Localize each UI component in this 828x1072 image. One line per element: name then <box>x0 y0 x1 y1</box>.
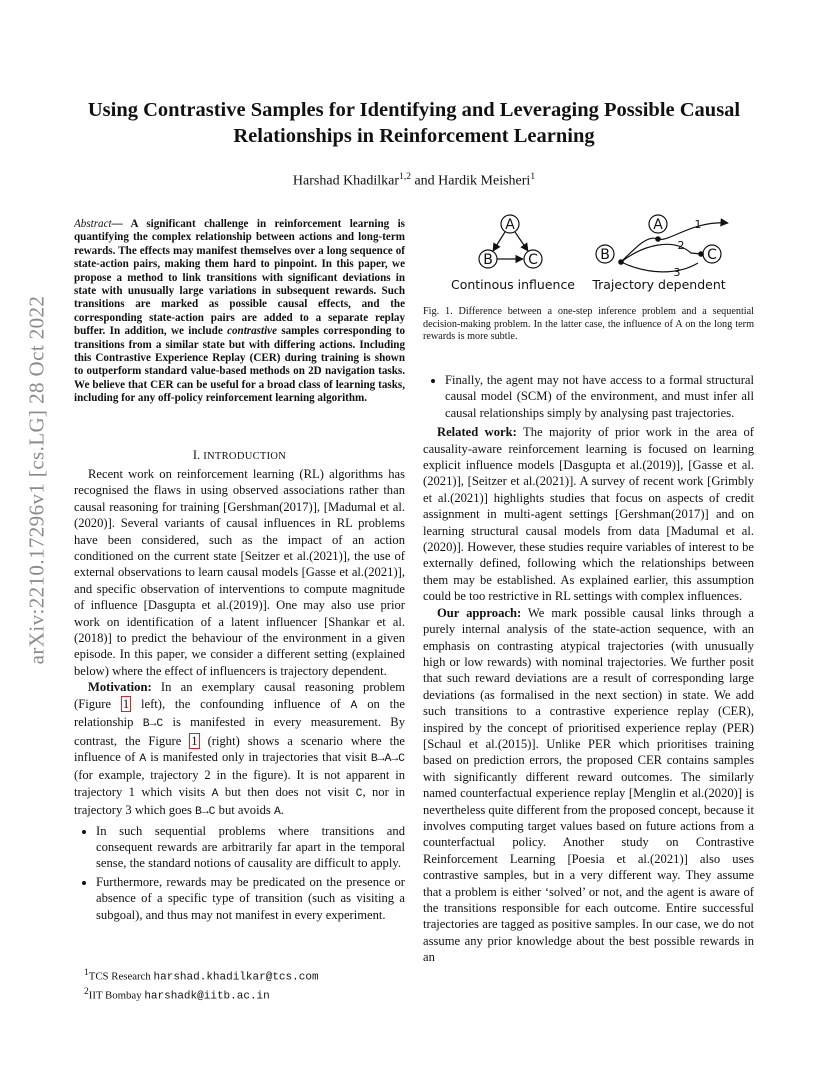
author-line <box>0 172 828 190</box>
intro-paragraph: Recent work on reinforcement learning (RL) algorithms has recognised the flaws in using observed associations rather than causal reasoning for training [Gershman(2017)], [Madumal et al.(2020)]. Several variants of causal influences in RL problems have been considered, such as the impact of an action conditioned on the current state [Seitzer et al.(2021)], the use of external observations to learn causal models [Gasse et al.(2021)], and specific observation of interventions to compute magnitude of influence [Dasgupta et al.(2019)]. One may also use prior work on identification of a latent influencer [Shankar et al.(2018)] to predict the behaviour of the environment in a given episode. In this paper, we consider a different setting (explained below) where the effect of influencers is trajectory dependent. <box>74 467 405 678</box>
left-column-body <box>74 466 405 925</box>
abstract-text: — A significant challenge in reinforcement learning is quantifying the complex relationship between actions and long-term rewards. The effects may manifest themselves over a long sequence of state-action pairs, making them hard to pinpoint. In this paper, we propose a method to link transitions with significant deviations in state with unusually large variations in subsequent rewards. Such transitions are marked as possible causal effects, and the corresponding state-action pairs are added to a separate replay buffer. In addition, we include <box>74 218 405 338</box>
email-link[interactable]: harshad.khadilkar@tcs.com <box>153 971 319 984</box>
footnotes <box>84 966 319 1003</box>
list-item: • In such sequential problems where transitions and consequent rewards are arbitrarily far apart in the temporal sense, the standard notions of causality are difficult to apply. <box>96 823 405 872</box>
node-label: C <box>707 247 717 263</box>
trajectory-label: 1 <box>694 218 702 231</box>
our-approach-label: Our approach: <box>437 605 522 620</box>
author-conjunction: and <box>410 173 439 189</box>
abstract <box>74 218 405 406</box>
figure-1-diagram <box>423 205 763 300</box>
figure-right-label: Trajectory dependent <box>592 277 726 292</box>
arxiv-stamp <box>24 290 50 670</box>
section-heading-introduction <box>74 448 405 463</box>
footnote-1: $^1$TCS Research harshad.khadilkar@tcs.com <box>84 968 319 984</box>
node-label: B <box>600 247 610 263</box>
trajectory-label: 3 <box>673 266 681 279</box>
node-label: C <box>528 252 538 268</box>
our-approach-paragraph: Our approach: We mark possible causal links through a purely internal analysis of the state-action sequence, with an emphasis on contrasting atypical trajectories (with unusually high or low rewards) with nominal trajectories. We further posit that such reward deviations are a result of corresponding large deviations (as formalised in the next section) in state. We add such transitions to a contrastive experience replay (CER), inspired by the concept of prioritised experience replay (PER) [Schaul et al.(2015)]. Unlike PER which prioritises training based on prediction errors, the proposed CER contains samples with significantly different reward outcomes. The similarly named counterfactual experience replay [Menglin et al.(2020)] is nevertheless quite different from the proposed concept, because it involves computing target values based on future actions from a counterfactual policy. Another study on Contrastive Reinforcement Learning [Poesia et al.(2021)] also uses contrastive samples, but in a very different way. They assume that a problem is either ‘solved’ or not, and the agent is aware of the transitions responsible for each outcome. Entire successful trajectories are tagged as positive samples. In our case, we do not assume any prior knowledge about the best possible rewards in an <box>423 605 754 965</box>
figure-left-label: Continous influence <box>450 277 576 292</box>
figure-caption: Fig. 1. Difference between a one-step inference problem and a sequential decision-making problem. In the latter case, the influence of A on the long term rewards is more subtle. <box>423 306 754 343</box>
arxiv-stamp-text: arXiv:2210.17296v1 [cs.LG] 28 Oct 2022 <box>24 295 49 665</box>
email-link[interactable]: harshadk@iitb.ac.in <box>144 990 270 1003</box>
figure-reference-link[interactable]: 1 <box>122 696 130 711</box>
right-column-body <box>423 372 754 966</box>
author-2-affiliation: 1 <box>530 172 536 182</box>
abstract-emphasis: contrastive <box>227 325 277 338</box>
abstract-lead: Abstract <box>74 218 112 230</box>
author-1-affiliation: 1,2 <box>399 172 411 182</box>
list-item: • Finally, the agent may not have access to a formal structural causal model (SCM) of the environment, and must infer all causal relationships simply by analysing past trajectories. <box>445 372 754 421</box>
node-label: B <box>483 252 493 268</box>
related-work-paragraph: Related work: The majority of prior work in the area of causality-aware reinforcement learning is focused on learning explicit influence models [Dasgupta et al.(2019)], [Gasse et al.(2021)], [Seitzer et al.(2021)]. A survey of recent work [Grimbly et al.(2021)] highlights studies that focus on aspects of credit assignment in multi-agent settings [Gershman(2017)] and on learning structural causal models from data [Madumal et al.(2020)]. However, these studies require variables of interest to be externally defined, following which the relationships between them may be established. As explained earlier, this assumption could be too restrictive in RL settings with complex influences. <box>423 425 754 604</box>
related-work-label: Related work: <box>437 425 517 440</box>
node-label: A <box>505 217 515 233</box>
author-1: Harshad Khadilkar <box>292 173 400 189</box>
right-bullet-list <box>423 372 754 421</box>
trajectory-label: 2 <box>677 239 685 252</box>
motivation-paragraph: Motivation: In an exemplary causal reasoning problem (Figure 1 left), the confounding influence of A on the relationship B→C is manifested in every measurement. By contrast, the Figure 1 (right) shows a scenario where the influence of A is manifested only in trajectories that visit B→A→C (for example, trajectory 2 in the figure). It is not apparent in trajectory 1 which visits A but then does not visit C, nor in trajectory 3 which goes B→C but avoids A. <box>74 680 406 819</box>
section-number: I. <box>192 448 204 462</box>
footnote-2: $^2$IIT Bombay harshadk@iitb.ac.in <box>84 986 270 1003</box>
node-label: A <box>653 217 663 233</box>
figure-reference-link[interactable]: 1 <box>191 733 198 748</box>
motivation-label: Motivation: <box>88 680 152 695</box>
left-bullet-list <box>74 823 405 923</box>
section-title: INTRODUCTION <box>203 451 287 462</box>
abstract-text-2: samples corresponding to transitions from a similar state but with differing actions. Including this Contrastive Experience Replay (CER) during training is shown to outperform standard value-based methods on 2D navigation tasks. We believe that CER can be useful for a broad class of learning tasks, including for any off-policy reinforcement learning algorithm. <box>74 325 405 405</box>
author-2: Hardik Meisheri <box>438 173 531 189</box>
paper-title: Using Contrastive Samples for Identifying and Leveraging Possible Causal Relationships in Reinforcement Learning <box>87 99 741 147</box>
list-item: • Furthermore, rewards may be predicated on the presence or absence of a specific type of transition (such as visiting a subgoal), and thus may not manifest in every experiment. <box>96 874 405 923</box>
